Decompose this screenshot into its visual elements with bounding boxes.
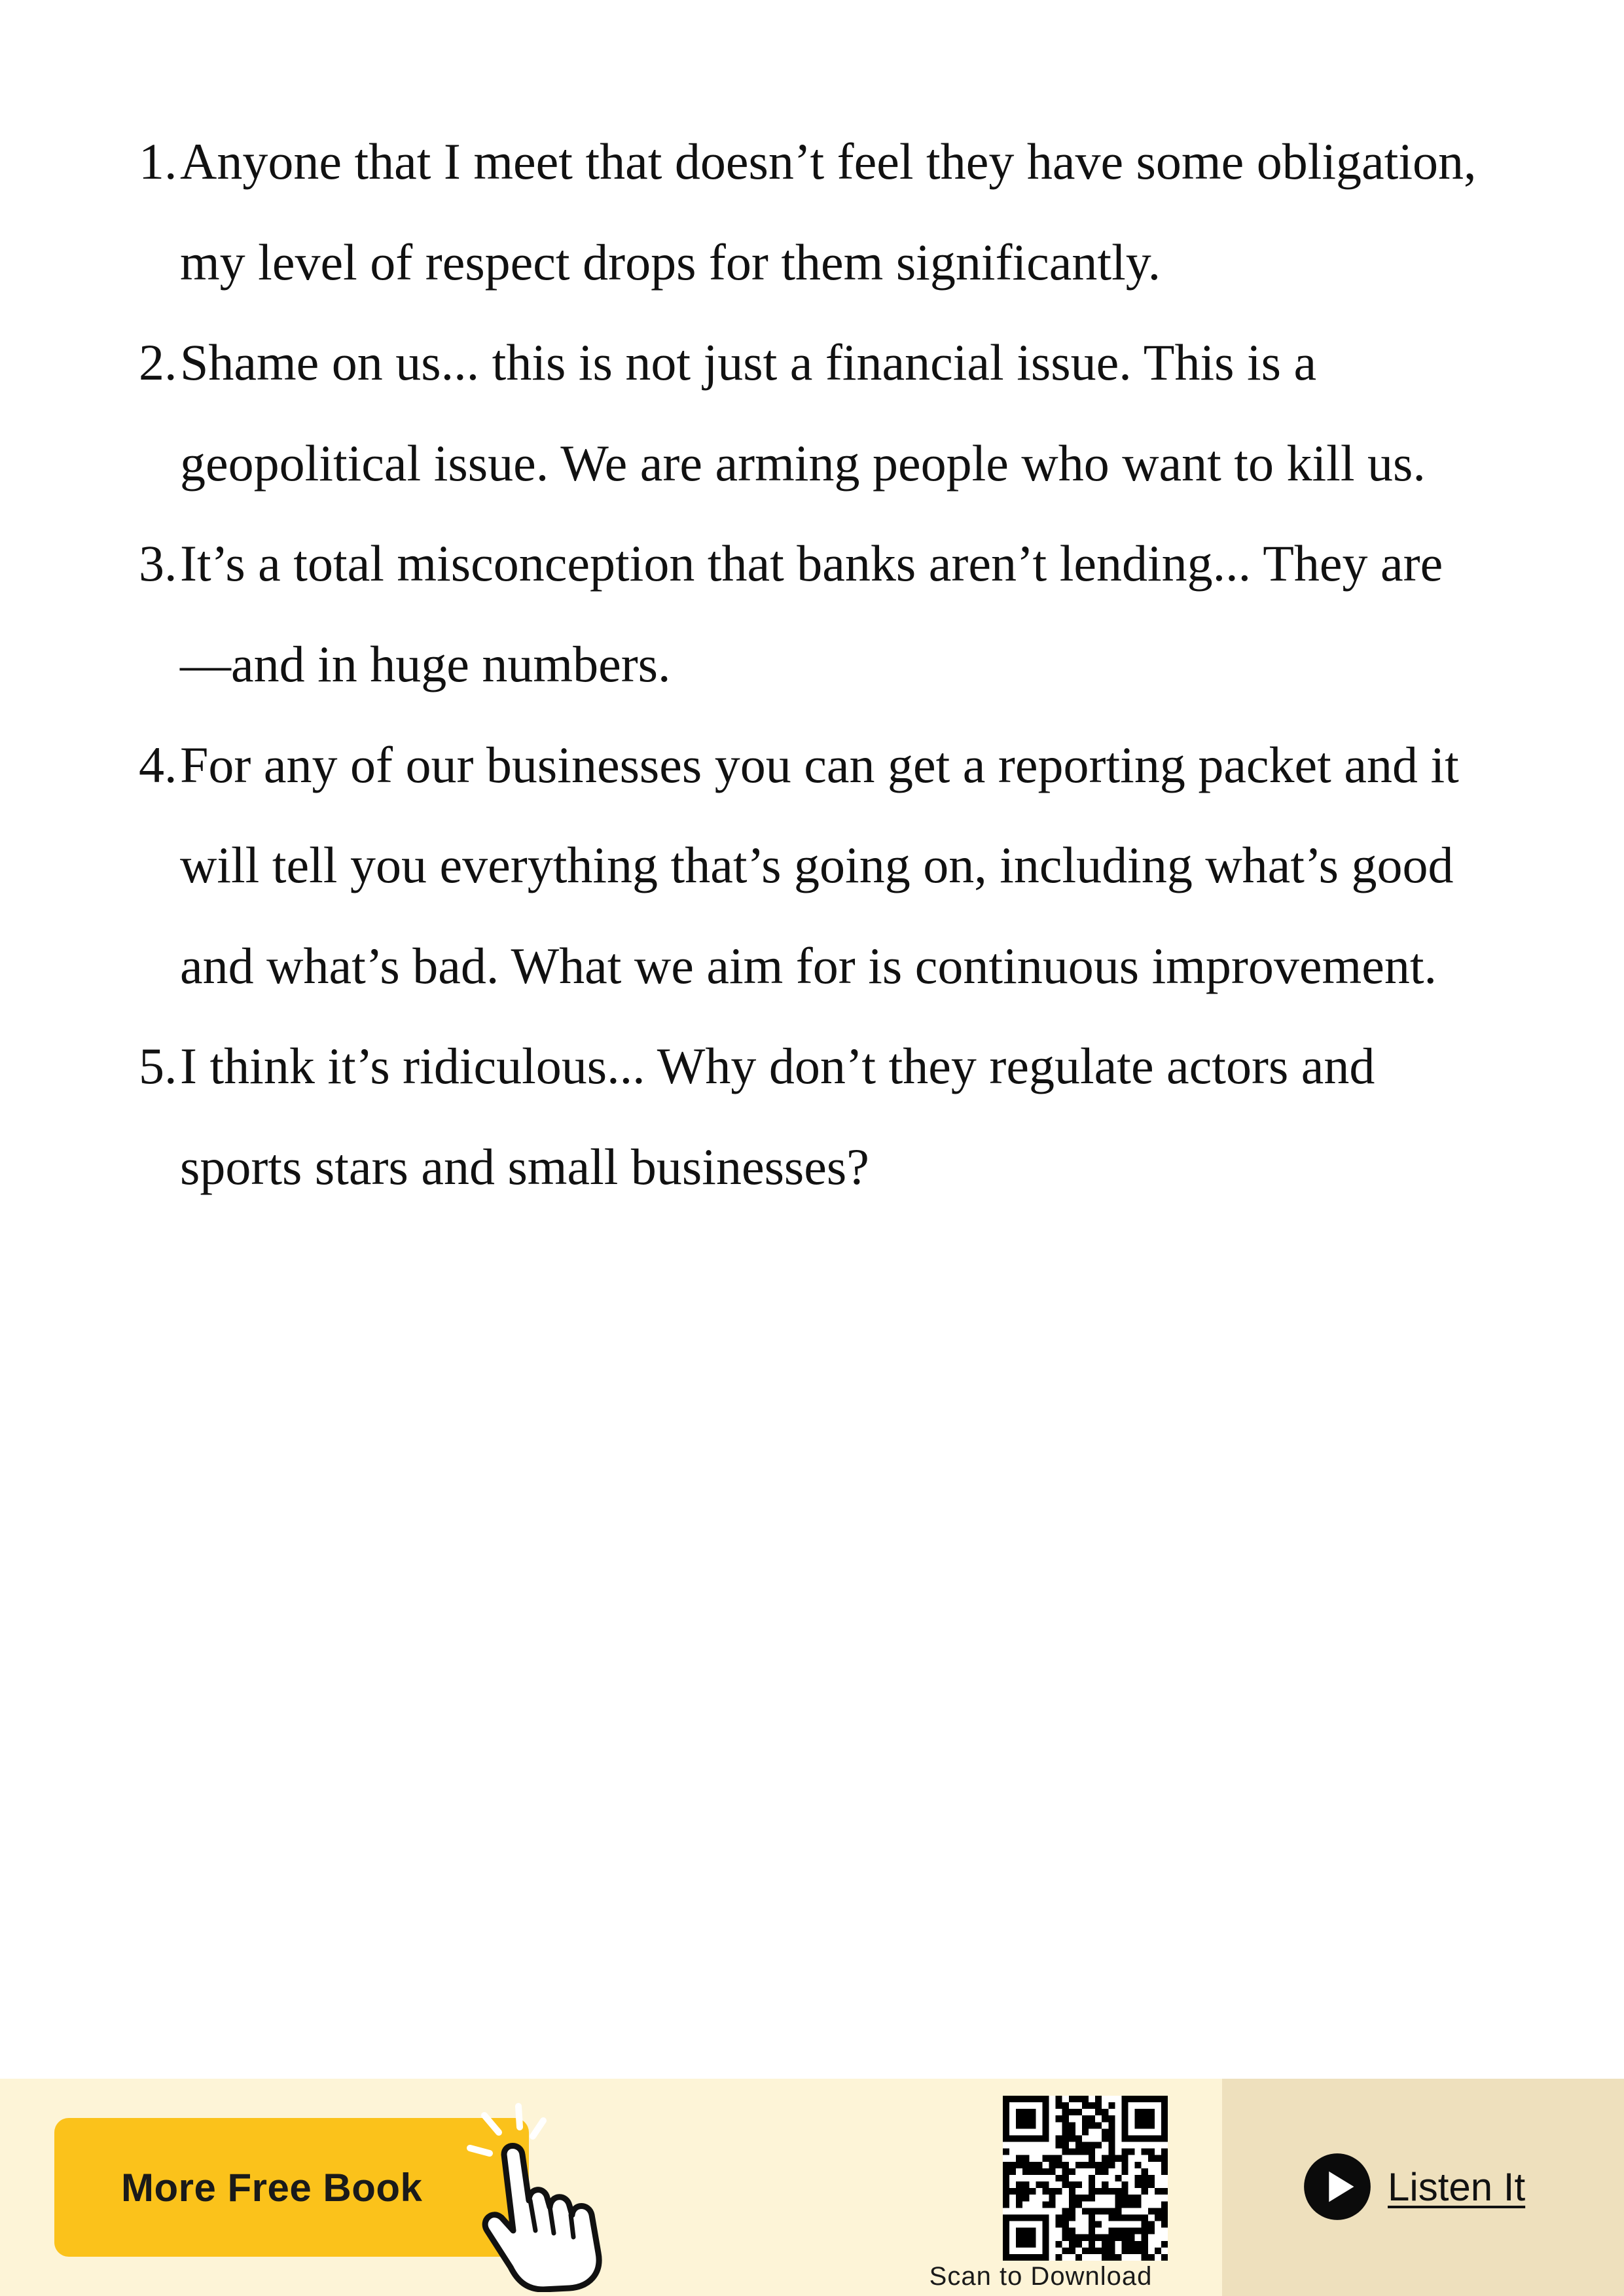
footer-bar [0, 2079, 1624, 2296]
quote-text: For any of our businesses you can get a reporting packet and it will tell you everything that’s going on, including what’s good and what’s bad. What we aim for is continuous improvement. [180, 736, 1459, 994]
quote-item [0, 715, 1624, 1016]
quote-item [0, 1016, 1624, 1217]
quote-number: 4. [139, 736, 177, 793]
more-free-book-label: More Free Book [121, 2165, 423, 2210]
quote-text: I think it’s ridiculous... Why don’t they regulate actors and sports stars and small businesses? [180, 1037, 1375, 1195]
hand-pointer-icon [458, 2102, 628, 2292]
quote-text: Anyone that I meet that doesn’t feel they have some obligation, my level of respect drops for them significantly. [180, 133, 1477, 291]
quote-list [0, 111, 1624, 1217]
scan-to-download-label: Scan to Download [929, 2262, 1153, 2291]
quote-item [0, 513, 1624, 714]
listen-it-label: Listen It [1388, 2164, 1526, 2209]
qr-code-icon [1003, 2096, 1168, 2261]
play-icon [1303, 2152, 1372, 2221]
quote-text: It’s a total misconception that banks aren’t lending... They are—and in huge numbers. [180, 535, 1443, 692]
quote-number: 2. [139, 334, 177, 391]
quote-number: 3. [139, 535, 177, 592]
quote-item [0, 312, 1624, 513]
quote-text: Shame on us... this is not just a financial issue. This is a geopolitical issue. We are arming people who want to kill us. [180, 334, 1426, 492]
quote-item [0, 111, 1624, 312]
quote-number: 5. [139, 1037, 177, 1095]
listen-it-button[interactable] [1303, 2151, 1525, 2223]
quote-number: 1. [139, 133, 177, 190]
